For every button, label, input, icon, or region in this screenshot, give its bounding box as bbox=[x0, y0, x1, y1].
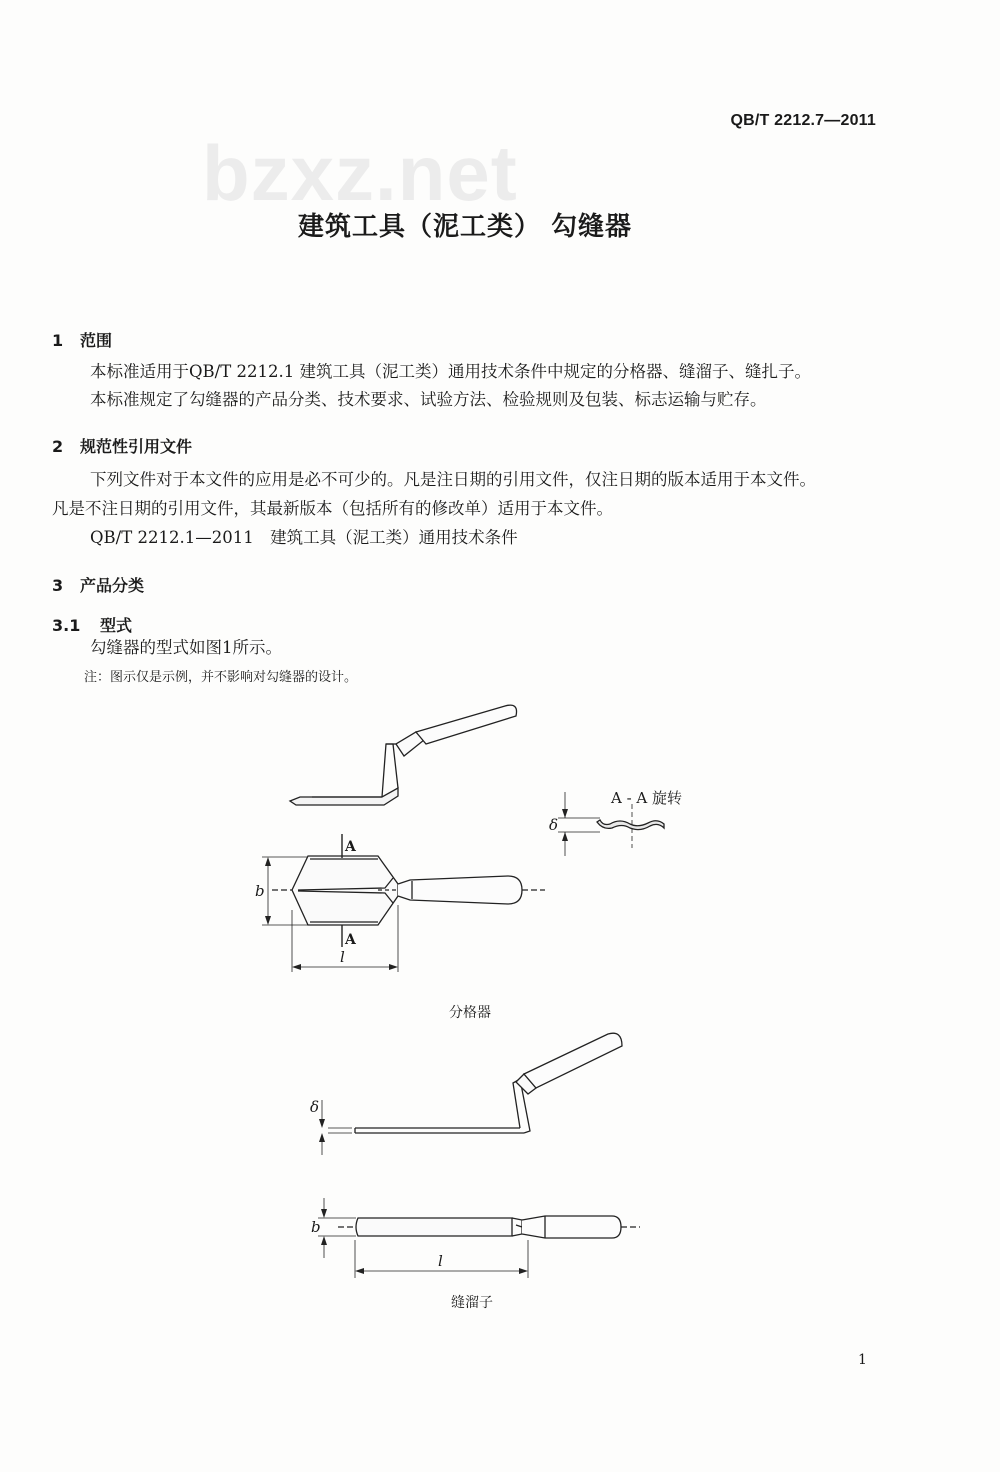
figure-caption-fengliuzi: 缝溜子 bbox=[451, 1295, 493, 1311]
fenggeqi-side-view bbox=[290, 705, 517, 805]
fenggeqi-plan-view bbox=[262, 834, 545, 972]
section-number: 2 bbox=[52, 437, 64, 456]
figure-caption-fenggeqi: 分格器 bbox=[449, 1005, 491, 1021]
section-aa-label: A - A 旋转 bbox=[611, 789, 683, 807]
paragraph: 凡是不注日期的引用文件，其最新版本（包括所有的修改单）适用于本文件。 bbox=[52, 499, 613, 518]
section-title: 型式 bbox=[100, 616, 133, 635]
section-number: 3.1 bbox=[52, 616, 81, 635]
figure-note: 注：图示仅是示例，并不影响对勾缝器的设计。 bbox=[84, 670, 358, 685]
fengliuzi-thickness-label: δ bbox=[310, 1098, 320, 1116]
section-number: 1 bbox=[52, 331, 64, 350]
section-mark-a-top: A bbox=[345, 839, 356, 855]
fenggeqi-width-label: b bbox=[255, 882, 265, 900]
document-title: 建筑工具（泥工类） 勾缝器 bbox=[297, 212, 633, 242]
fenggeqi-thickness-label: δ bbox=[549, 816, 559, 834]
section-title: 产品分类 bbox=[80, 576, 145, 595]
section-title: 范围 bbox=[80, 331, 113, 350]
paragraph: 本标准适用于QB/T 2212.1 建筑工具（泥工类）通用技术条件中规定的分格器、缝溜子、缝扎子。 bbox=[90, 362, 811, 381]
section-mark-a-bottom: A bbox=[345, 932, 356, 948]
paragraph: 勾缝器的型式如图1所示。 bbox=[90, 638, 282, 657]
fengliuzi-width-label: b bbox=[311, 1218, 321, 1236]
fengliuzi-side-view bbox=[319, 1033, 622, 1155]
page-number: 1 bbox=[858, 1352, 867, 1368]
reference-entry: QB/T 2212.1—2011 建筑工具（泥工类）通用技术条件 bbox=[90, 528, 518, 547]
fengliuzi-plan-view bbox=[318, 1198, 640, 1278]
paragraph: 本标准规定了勾缝器的产品分类、技术要求、试验方法、检验规则及包装、标志运输与贮存。 bbox=[90, 390, 767, 409]
fengliuzi-length-label: l bbox=[438, 1252, 443, 1270]
paragraph: 下列文件对于本文件的应用是必不可少的。凡是注日期的引用文件，仅注日期的版本适用于本文件。 bbox=[90, 470, 816, 489]
section-number: 3 bbox=[52, 576, 64, 595]
section-title: 规范性引用文件 bbox=[80, 437, 193, 456]
standard-code: QB/T 2212.7—2011 bbox=[730, 112, 876, 129]
fenggeqi-length-label: l bbox=[340, 948, 345, 966]
watermark: bzxz.net bbox=[202, 129, 518, 217]
